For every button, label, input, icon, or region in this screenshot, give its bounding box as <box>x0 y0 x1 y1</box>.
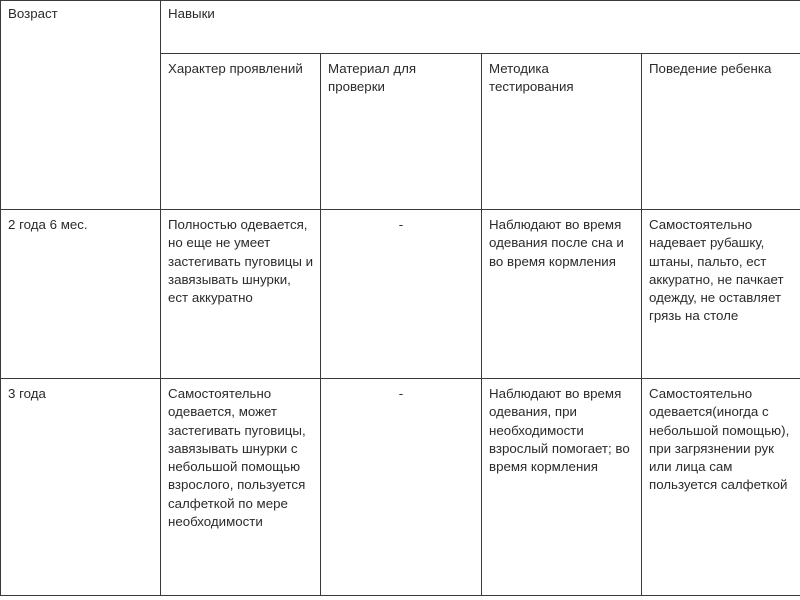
age-header-cell: Возраст <box>1 1 161 210</box>
material-header-cell: Материал для проверки <box>321 54 482 210</box>
material-cell: - <box>321 210 482 379</box>
table-row <box>1 379 800 596</box>
material-cell: - <box>321 379 482 596</box>
method-header-cell: Методика тестирования <box>482 54 642 210</box>
behavior-cell: Самостоятельно надевает рубашку, штаны, пальто, ест аккуратно, не пачкает одежду, не оставляет грязь на столе <box>642 210 800 379</box>
header-row <box>1 1 800 54</box>
behavior-cell: Самостоятельно одевается(иногда с небольшой помощью), при загрязнении рук или лица сам пользуется салфеткой <box>642 379 800 596</box>
manifestation-cell: Самостоятельно одевается, может застегивать пуговицы, завязывать шнурки с небольшой помощью взрослого, пользуется салфеткой по мере необходимости <box>161 379 321 596</box>
age-cell: 3 года <box>1 379 161 596</box>
manifestation-cell: Полностью одевается, но еще не умеет застегивать пуговицы и завязывать шнурки, ест аккуратно <box>161 210 321 379</box>
table-row <box>1 210 800 379</box>
method-cell: Наблюдают во время одевания, при необходимости взрослый помогает; во время кормления <box>482 379 642 596</box>
skills-header-cell: Навыки <box>161 1 800 54</box>
manifestation-header-cell: Характер проявлений <box>161 54 321 210</box>
behavior-header-cell: Поведение ребенка <box>642 54 800 210</box>
age-cell: 2 года 6 мес. <box>1 210 161 379</box>
method-cell: Наблюдают во время одевания после сна и во время кормления <box>482 210 642 379</box>
